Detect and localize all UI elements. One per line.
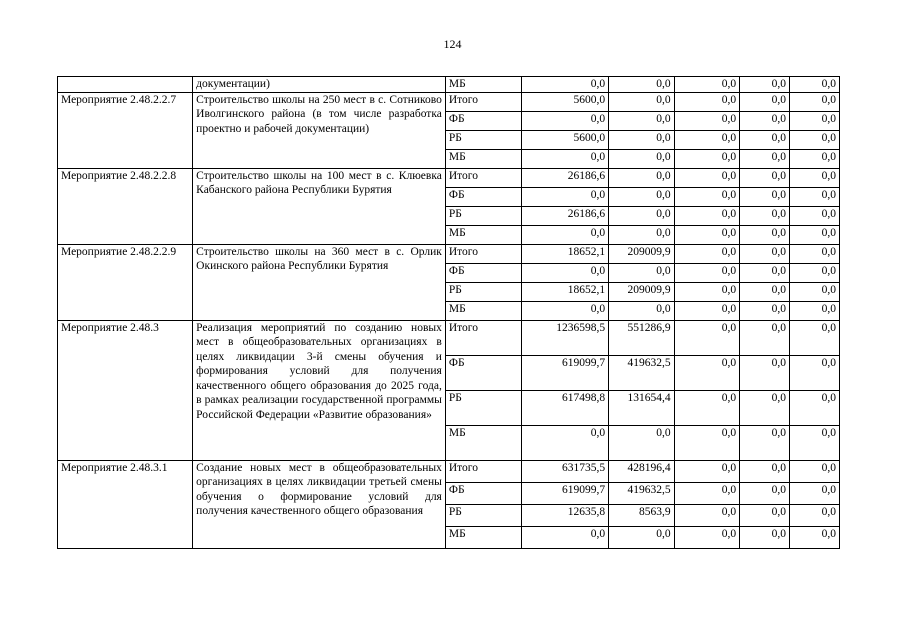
amount-cell: 0,0 (740, 390, 790, 425)
amount-cell: 0,0 (740, 482, 790, 504)
funding-source: РБ (445, 390, 521, 425)
amount-cell: 0,0 (790, 482, 840, 504)
amount-cell: 0,0 (609, 130, 675, 149)
activity-description: Реализация мероприятий по созданию новых мест в общеобразовательных организациях в целях ликвидации 3-й смены обучения и формирования условий для получения качественного общего образования до 2025 года, в рамках реализации государственной программы Российской Федерации «Развитие образования» (193, 320, 446, 460)
funding-source: РБ (445, 504, 521, 526)
amount-cell: 0,0 (674, 244, 740, 263)
amount-cell: 0,0 (740, 301, 790, 320)
amount-cell: 0,0 (609, 425, 675, 460)
amount-cell: 0,0 (609, 263, 675, 282)
amount-cell: 8563,9 (609, 504, 675, 526)
amount-cell: 131654,4 (609, 390, 675, 425)
amount-cell: 428196,4 (609, 460, 675, 482)
amount-cell: 0,0 (609, 92, 675, 111)
budget-table (57, 76, 840, 549)
amount-cell: 0,0 (790, 206, 840, 225)
amount-cell: 0,0 (740, 92, 790, 111)
amount-cell: 0,0 (609, 111, 675, 130)
amount-cell: 0,0 (521, 526, 608, 548)
amount-cell: 0,0 (790, 390, 840, 425)
amount-cell: 0,0 (674, 168, 740, 187)
table-row (58, 460, 840, 482)
amount-cell: 0,0 (609, 149, 675, 168)
amount-cell: 0,0 (790, 320, 840, 355)
funding-source: ФБ (445, 187, 521, 206)
amount-cell: 0,0 (740, 244, 790, 263)
amount-cell: 551286,9 (609, 320, 675, 355)
amount-cell: 617498,8 (521, 390, 608, 425)
activity-description: Создание новых мест в общеобразовательных организациях в целях ликвидации третьей смены обучения о формирование условий для получения качественного общего образования (193, 460, 446, 548)
funding-source: Итого (445, 92, 521, 111)
amount-cell: 631735,5 (521, 460, 608, 482)
amount-cell: 0,0 (674, 390, 740, 425)
amount-cell: 0,0 (521, 225, 608, 244)
funding-source: МБ (445, 301, 521, 320)
amount-cell: 0,0 (790, 130, 840, 149)
amount-cell: 0,0 (674, 225, 740, 244)
amount-cell: 0,0 (609, 168, 675, 187)
amount-cell: 619099,7 (521, 355, 608, 390)
amount-cell: 12635,8 (521, 504, 608, 526)
amount-cell: 419632,5 (609, 355, 675, 390)
table-body (58, 77, 840, 549)
funding-source: Итого (445, 168, 521, 187)
amount-cell: 0,0 (740, 526, 790, 548)
activity-code: Мероприятие 2.48.2.2.7 (58, 92, 193, 168)
funding-source: МБ (445, 425, 521, 460)
amount-cell: 0,0 (740, 130, 790, 149)
activity-code (58, 77, 193, 93)
amount-cell: 0,0 (609, 526, 675, 548)
amount-cell: 0,0 (790, 301, 840, 320)
amount-cell: 619099,7 (521, 482, 608, 504)
amount-cell: 0,0 (674, 320, 740, 355)
amount-cell: 0,0 (609, 187, 675, 206)
amount-cell: 0,0 (674, 187, 740, 206)
funding-source: Итого (445, 460, 521, 482)
amount-cell: 0,0 (740, 460, 790, 482)
amount-cell: 0,0 (740, 425, 790, 460)
activity-description: Строительство школы на 360 мест в с. Орлик Окинского района Республики Бурятия (193, 244, 446, 320)
activity-code: Мероприятие 2.48.3.1 (58, 460, 193, 548)
funding-source: МБ (445, 526, 521, 548)
amount-cell: 0,0 (790, 504, 840, 526)
funding-source: РБ (445, 130, 521, 149)
amount-cell: 0,0 (790, 92, 840, 111)
funding-source: ФБ (445, 482, 521, 504)
amount-cell: 0,0 (521, 425, 608, 460)
amount-cell: 0,0 (740, 77, 790, 93)
amount-cell: 0,0 (674, 206, 740, 225)
activity-code: Мероприятие 2.48.3 (58, 320, 193, 460)
funding-source: МБ (445, 225, 521, 244)
amount-cell: 0,0 (674, 263, 740, 282)
amount-cell: 0,0 (790, 355, 840, 390)
amount-cell: 0,0 (521, 263, 608, 282)
activity-code: Мероприятие 2.48.2.2.9 (58, 244, 193, 320)
funding-source: РБ (445, 282, 521, 301)
amount-cell: 0,0 (740, 111, 790, 130)
amount-cell: 0,0 (740, 355, 790, 390)
table-row (58, 168, 840, 187)
table-row (58, 77, 840, 93)
activity-description: документации) (193, 77, 446, 93)
table-row (58, 92, 840, 111)
amount-cell: 209009,9 (609, 244, 675, 263)
amount-cell: 419632,5 (609, 482, 675, 504)
funding-source: РБ (445, 206, 521, 225)
amount-cell: 0,0 (790, 526, 840, 548)
amount-cell: 209009,9 (609, 282, 675, 301)
amount-cell: 18652,1 (521, 282, 608, 301)
funding-source: Итого (445, 320, 521, 355)
page-number: 124 (443, 37, 462, 51)
activity-description: Строительство школы на 250 мест в с. Сотниково Иволгинского района (в том числе разработка проектно и рабочей документации) (193, 92, 446, 168)
amount-cell: 0,0 (674, 526, 740, 548)
activity-description: Строительство школы на 100 мест в с. Клюевка Кабанского района Республики Бурятия (193, 168, 446, 244)
amount-cell: 5600,0 (521, 130, 608, 149)
amount-cell: 0,0 (790, 111, 840, 130)
amount-cell: 0,0 (674, 130, 740, 149)
amount-cell: 0,0 (521, 301, 608, 320)
amount-cell: 0,0 (740, 187, 790, 206)
amount-cell: 0,0 (609, 77, 675, 93)
amount-cell: 0,0 (521, 149, 608, 168)
funding-source: ФБ (445, 263, 521, 282)
amount-cell: 0,0 (674, 460, 740, 482)
amount-cell: 0,0 (609, 225, 675, 244)
amount-cell: 0,0 (790, 225, 840, 244)
amount-cell: 0,0 (790, 149, 840, 168)
amount-cell: 0,0 (740, 206, 790, 225)
amount-cell: 0,0 (740, 225, 790, 244)
amount-cell: 0,0 (740, 168, 790, 187)
amount-cell: 0,0 (790, 187, 840, 206)
amount-cell: 0,0 (740, 504, 790, 526)
amount-cell: 0,0 (740, 320, 790, 355)
amount-cell: 0,0 (740, 263, 790, 282)
table-row (58, 320, 840, 355)
amount-cell: 0,0 (790, 244, 840, 263)
amount-cell: 0,0 (609, 206, 675, 225)
amount-cell: 0,0 (790, 168, 840, 187)
amount-cell: 0,0 (674, 149, 740, 168)
amount-cell: 0,0 (674, 425, 740, 460)
amount-cell: 0,0 (790, 425, 840, 460)
amount-cell: 26186,6 (521, 206, 608, 225)
amount-cell: 0,0 (674, 504, 740, 526)
amount-cell: 5600,0 (521, 92, 608, 111)
activity-code: Мероприятие 2.48.2.2.8 (58, 168, 193, 244)
amount-cell: 0,0 (521, 111, 608, 130)
funding-source: МБ (445, 149, 521, 168)
amount-cell: 18652,1 (521, 244, 608, 263)
amount-cell: 0,0 (740, 282, 790, 301)
amount-cell: 0,0 (674, 482, 740, 504)
amount-cell: 0,0 (674, 282, 740, 301)
funding-source: ФБ (445, 355, 521, 390)
table-row (58, 244, 840, 263)
amount-cell: 0,0 (674, 355, 740, 390)
amount-cell: 0,0 (790, 460, 840, 482)
funding-source: Итого (445, 244, 521, 263)
amount-cell: 0,0 (674, 111, 740, 130)
amount-cell: 0,0 (521, 77, 608, 93)
amount-cell: 26186,6 (521, 168, 608, 187)
amount-cell: 0,0 (674, 301, 740, 320)
amount-cell: 0,0 (674, 92, 740, 111)
amount-cell: 0,0 (740, 149, 790, 168)
amount-cell: 0,0 (609, 301, 675, 320)
amount-cell: 0,0 (521, 187, 608, 206)
funding-source: МБ (445, 77, 521, 93)
amount-cell: 0,0 (790, 282, 840, 301)
amount-cell: 0,0 (790, 263, 840, 282)
amount-cell: 1236598,5 (521, 320, 608, 355)
funding-source: ФБ (445, 111, 521, 130)
amount-cell: 0,0 (674, 77, 740, 93)
amount-cell: 0,0 (790, 77, 840, 93)
